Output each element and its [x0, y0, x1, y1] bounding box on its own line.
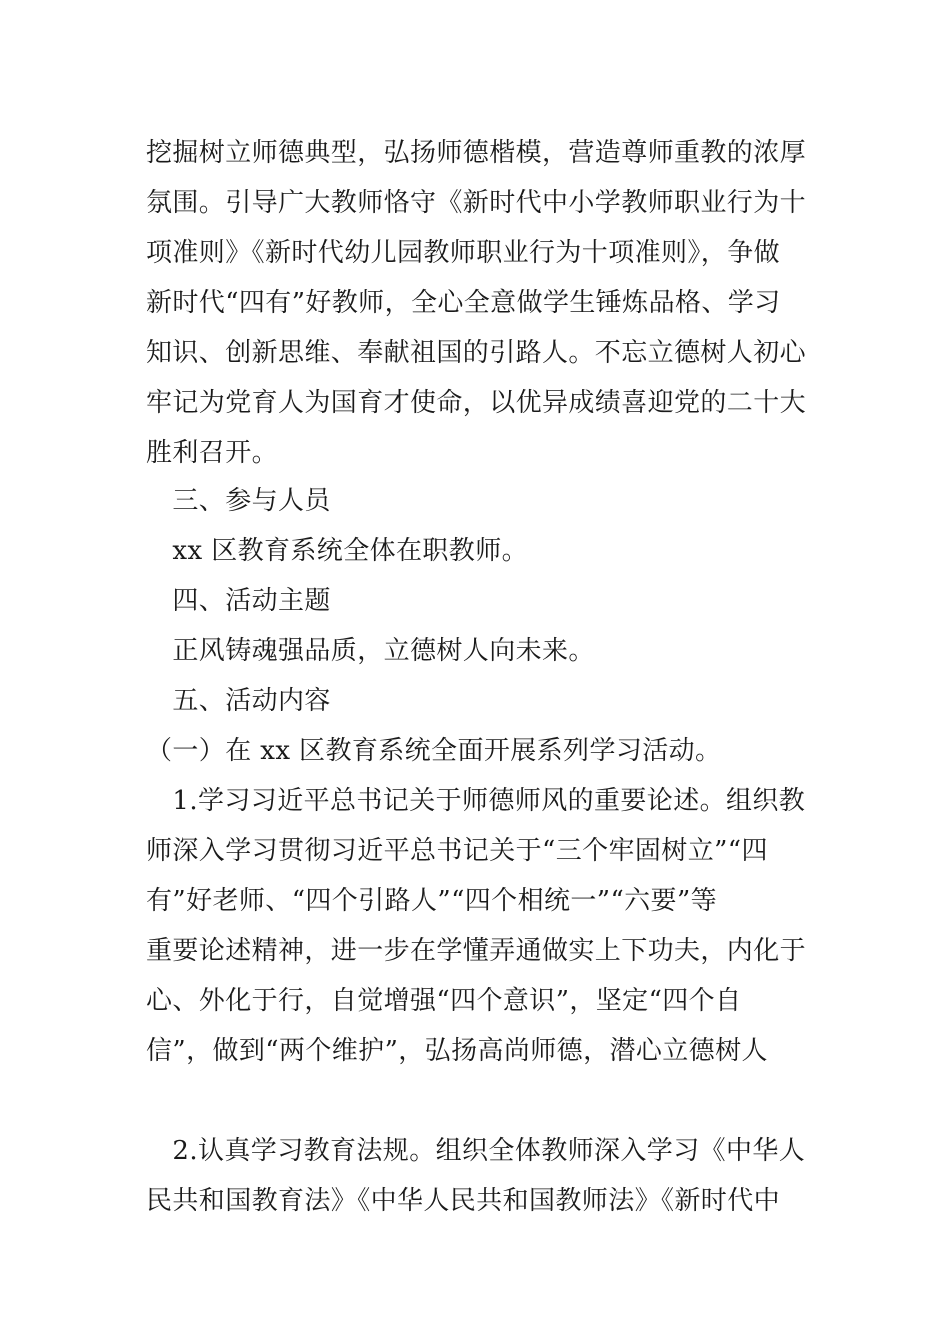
paragraph-participants: xx 区教育系统全体在职教师。	[146, 536, 528, 566]
text-line: 胜利召开。	[146, 438, 279, 468]
section-heading-content: 五、活动内容	[146, 686, 331, 716]
paragraph-theme: 正风铸魂强品质，立德树人向未来。	[146, 636, 595, 666]
text-line: 民共和国教育法》《中华人民共和国教师法》《新时代中	[146, 1186, 781, 1216]
section-heading-theme: 四、活动主题	[146, 586, 331, 616]
text-line: 2.认真学习教育法规。组织全体教师深入学习《中华人	[146, 1136, 806, 1166]
text-line: 牢记为党育人为国育才使命，以优异成绩喜迎党的二十大	[146, 388, 807, 418]
subsection-heading: （一）在 xx 区教育系统全面开展系列学习活动。	[146, 736, 722, 766]
text-line: 师深入学习贯彻习近平总书记关于“三个牢固树立”“四	[146, 836, 768, 866]
text-line: 氛围。引导广大教师恪守《新时代中小学教师职业行为十	[146, 188, 807, 218]
text-line: 新时代“四有”好教师，全心全意做学生锤炼品格、学习	[146, 288, 781, 318]
text-line: 项准则》《新时代幼儿园教师职业行为十项准则》，争做	[146, 238, 781, 268]
text-line: 挖掘树立师德典型，弘扬师德楷模，营造尊师重教的浓厚	[146, 138, 807, 168]
text-line: 有”好老师、“四个引路人”“四个相统一”“六要”等	[146, 886, 718, 916]
text-line: 重要论述精神，进一步在学懂弄通做实上下功夫，内化于	[146, 936, 807, 966]
text-line: 心、外化于行，自觉增强“四个意识”，坚定“四个自	[146, 986, 742, 1016]
section-heading-participants: 三、参与人员	[146, 486, 331, 516]
text-line: 信”，做到“两个维护”，弘扬高尚师德，潜心立德树人	[146, 1036, 768, 1066]
text-line: 1.学习习近平总书记关于师德师风的重要论述。组织教	[146, 786, 806, 816]
text-line: 知识、创新思维、奉献祖国的引路人。不忘立德树人初心	[146, 338, 807, 368]
